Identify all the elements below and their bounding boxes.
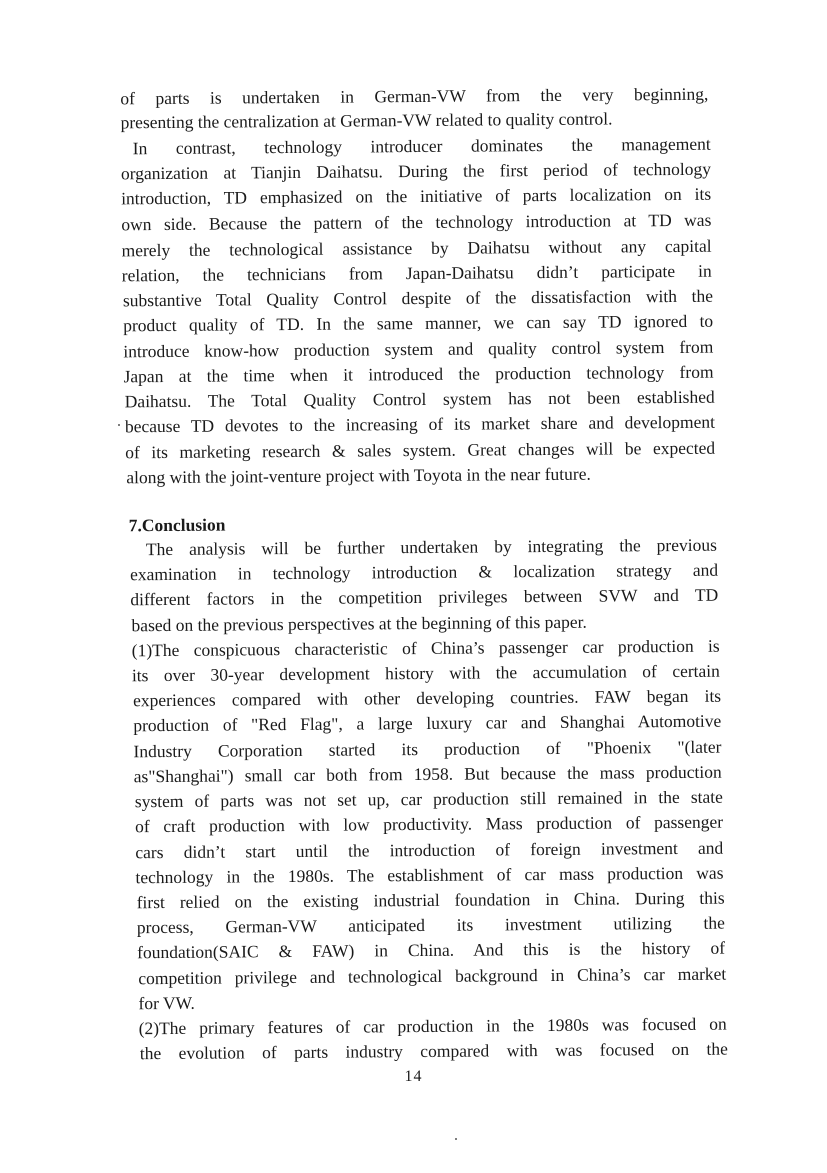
text-line: relation, the technicians from Japan-Daihatsu didn’t participate in — [121, 260, 712, 286]
text-line: presenting the centralization at German-VW related to quality control. — [120, 108, 613, 133]
text-line: product quality of TD. In the same manner, we can say TD ignored to — [123, 310, 714, 336]
text-line: competition privilege and technological background in China’s car market — [138, 963, 727, 989]
text-line: of craft production with low productivity. Mass production of passenger — [135, 811, 724, 837]
text-line: Industry Corporation started its production of "Phoenix "(later — [133, 736, 722, 762]
text-line: examination in technology introduction & localization strategy and — [130, 559, 719, 585]
text-line: Japan at the time when it introduced the production technology from — [123, 361, 714, 387]
text-line: organization at Tianjin Daihatsu. During the first period of technology — [120, 158, 712, 184]
paragraph-block-1 — [0, 0, 823, 488]
text-line: foundation(SAIC & FAW) in China. And this is the history of — [136, 937, 726, 963]
text-line: (1)The conspicuous characteristic of China’s passenger car production is — [131, 635, 720, 661]
section-heading: 7.Conclusion — [128, 514, 226, 536]
text-line: introduce know-how production system and quality control system from — [123, 336, 714, 362]
scan-speck — [118, 424, 120, 426]
text-line: The analysis will be further undertaken by integrating the previous — [145, 534, 717, 560]
text-line: production of "Red Flag", a large luxury car and Shanghai Automotive — [133, 710, 722, 736]
text-line: (2)The primary features of car production in the 1980s was focused on — [138, 1013, 727, 1039]
text-line: as"Shanghai") small car both from 1958. But because the mass production — [133, 761, 722, 787]
text-line: the evolution of parts industry compared with was focused on the — [139, 1038, 728, 1064]
text-line: of its marketing research & sales system. Great changes will be expected — [125, 437, 716, 463]
text-line: system of parts was not set up, car production still remained in the state — [134, 786, 723, 812]
text-line: own side. Because the pattern of the technology introduction at TD was — [121, 209, 712, 235]
text-line: substantive Total Quality Control despite of the dissatisfaction with the — [122, 285, 714, 311]
text-line: technology in the 1980s. The establishment of car mass production was — [135, 862, 724, 888]
page-number: 14 — [404, 1068, 423, 1085]
text-line: along with the joint-venture project with Toyota in the near future. — [126, 463, 591, 488]
text-line: based on the previous perspectives at the beginning of this paper. — [131, 611, 587, 636]
text-line: its over 30-year development history with the accumulation of certain — [131, 660, 720, 686]
text-line: experiences compared with other developing countries. FAW began its — [133, 685, 722, 711]
text-line: process, German-VW anticipated its investment utilizing the — [136, 912, 725, 938]
text-line: cars didn’t start until the introduction of foreign investment and — [135, 837, 724, 863]
text-line: of parts is undertaken in German-VW from the very beginning, — [120, 83, 709, 109]
text-line: Daihatsu. The Total Quality Control system has not been established — [124, 386, 715, 412]
text-line: first relied on the existing industrial foundation in China. During this — [136, 887, 725, 913]
text-line: different factors in the competition privileges between SVW and TD — [130, 584, 719, 610]
text-line: merely the technological assistance by Daihatsu without any capital — [121, 235, 712, 261]
scan-speck — [455, 1138, 457, 1140]
text-line: In contrast, technology introducer dominates the management — [132, 133, 711, 159]
text-line: for VW. — [138, 992, 195, 1014]
text-line: because TD devotes to the increasing of its market share and development — [124, 411, 716, 437]
text-line: introduction, TD emphasized on the initiative of parts localization on its — [121, 183, 712, 209]
